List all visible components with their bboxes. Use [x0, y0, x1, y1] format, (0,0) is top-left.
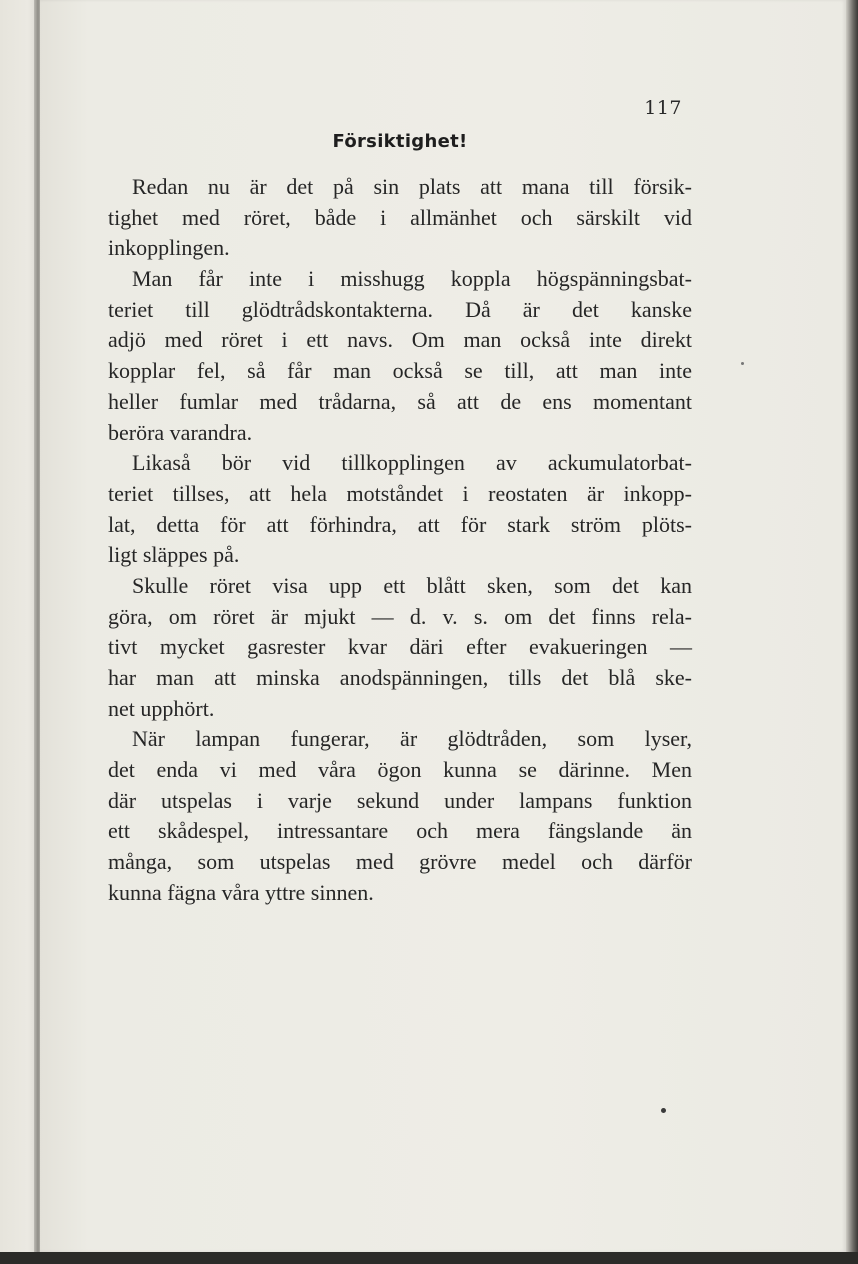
- text-line: net upphört.: [108, 695, 215, 721]
- speck-mark: [661, 1108, 666, 1113]
- text-line: göra, om röret är mjukt — d. v. s. om det finns rela-: [108, 603, 692, 629]
- text-line: där utspelas i varje sekund under lampans funktion: [108, 787, 692, 813]
- text-line: teriet tillses, att hela motståndet i reostaten är inkopp-: [108, 480, 692, 506]
- text-line: När lampan fungerar, är glödtråden, som lyser,: [132, 726, 692, 752]
- text-line: det enda vi med våra ögon kunna se därinne. Men: [108, 757, 692, 783]
- text-line: ligt släppes på.: [108, 542, 240, 568]
- text-line: tivt mycket gasrester kvar däri efter evakueringen —: [108, 634, 692, 660]
- text-line: heller fumlar med trådarna, så att de ens momentant: [108, 388, 692, 414]
- text-line: Likaså bör vid tillkopplingen av ackumulatorbat-: [132, 450, 692, 476]
- body-text: [108, 172, 692, 909]
- text-line: kopplar fel, så får man också se till, att man inte: [108, 358, 692, 384]
- text-line: ett skådespel, intressantare och mera fängslande än: [108, 818, 692, 844]
- text-line: teriet till glödtrådskontakterna. Då är det kanske: [108, 296, 692, 322]
- text-line: Man får inte i misshugg koppla högspänningsbat-: [132, 266, 692, 292]
- page-number: 117: [644, 97, 682, 119]
- text-line: tighet med röret, både i allmänhet och särskilt vid: [108, 204, 692, 230]
- text-line: lat, detta för att förhindra, att för stark ström plöts-: [108, 511, 692, 537]
- text-line: adjö med röret i ett navs. Om man också inte direkt: [108, 327, 692, 353]
- text-line: inkopplingen.: [108, 235, 230, 261]
- speck-mark: [741, 362, 744, 365]
- text-line: Redan nu är det på sin plats att mana till försik-: [132, 174, 692, 199]
- page-bottom-edge: [0, 1252, 858, 1264]
- text-line: Skulle röret visa upp ett blått sken, som det kan: [132, 572, 692, 598]
- text-line: beröra varandra.: [108, 419, 253, 445]
- text-line: många, som utspelas med grövre medel och därför: [108, 849, 692, 875]
- text-line: kunna fägna våra yttre sinnen.: [108, 879, 374, 905]
- section-heading: Försiktighet!: [332, 131, 468, 152]
- text-line: har man att minska anodspänningen, tills det blå ske-: [108, 665, 692, 690]
- page-right-edge: [846, 0, 858, 1264]
